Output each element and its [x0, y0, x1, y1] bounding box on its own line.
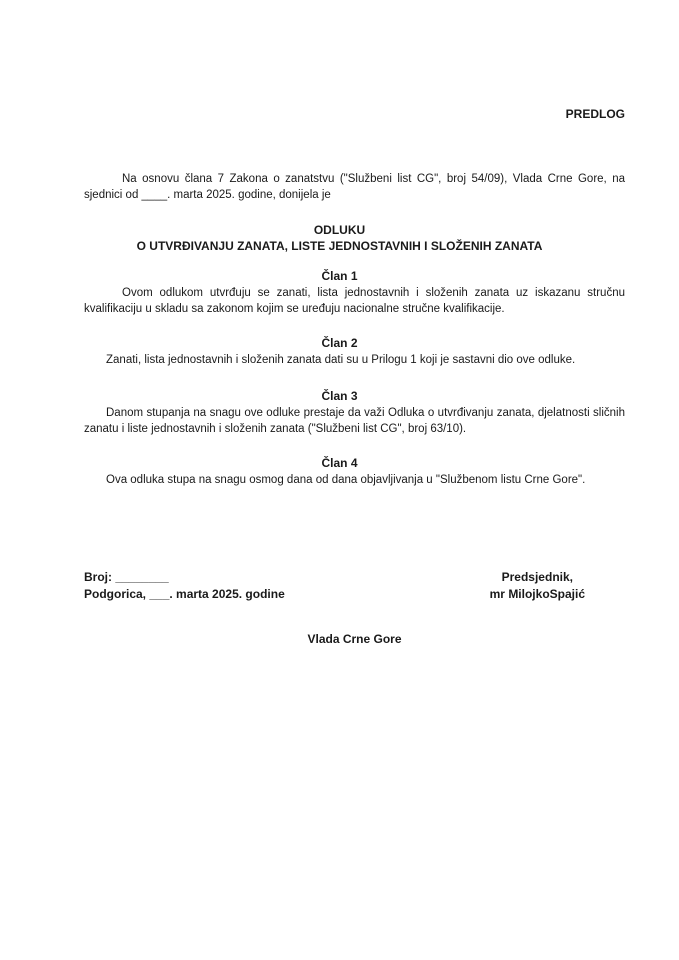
document-number-block — [84, 569, 285, 603]
document-number: Broj: ________ — [84, 570, 169, 584]
article-3-text: Danom stupanja na snagu ove odluke prestaje da važi Odluka o utvrđivanju zanata, djelatnosti sličnih zanatu i liste jednostavnih i složenih zanata ("Službeni list CG", broj 63/10). — [84, 407, 625, 436]
article-3-heading: Član 3 — [321, 389, 358, 403]
signer-role: Predsjednik, — [501, 570, 573, 584]
article-4-text: Ova odluka stupa na snagu osmog dana od dana objavljivanja u "Službenom listu Crne Gore". — [106, 474, 586, 486]
article-2-heading: Član 2 — [321, 336, 358, 350]
article-1-text: Ovom odlukom utvrđuju se zanati, lista jednostavnih i složenih zanata uz iskazanu stručnu kvalifikaciju u skladu sa zakonom kojim se uređuju nacionalne stručne kvalifikacije. — [84, 287, 625, 316]
document-title — [0, 222, 679, 254]
place-date: Podgorica, ___. marta 2025. godine — [84, 586, 285, 601]
signature-block — [490, 569, 585, 603]
intro-paragraph — [84, 171, 625, 204]
signer-name: mr MilojkoSpajić — [489, 586, 585, 601]
title-line-1: ODLUKU — [313, 223, 366, 237]
title-line-2: O UTVRĐIVANJU ZANATA, LISTE JEDNOSTAVNIH I SLOŽENIH ZANATA — [136, 239, 543, 254]
article-1-heading: Član 1 — [321, 269, 358, 283]
article-2-text: Zanati, lista jednostavnih i složenih zanata dati su u Prilogu 1 koji je sastavni dio ove odluke. — [106, 354, 576, 366]
government-name: Vlada Crne Gore — [307, 632, 402, 646]
intro-text: Na osnovu člana 7 Zakona o zanatstvu ("Službeni list CG", broj 54/09), Vlada Crne Gore, na sjednici od ____. marta 2025. godine, donijela je — [84, 173, 625, 202]
article-4-heading: Član 4 — [321, 456, 358, 470]
document-label: PREDLOG — [565, 107, 625, 121]
